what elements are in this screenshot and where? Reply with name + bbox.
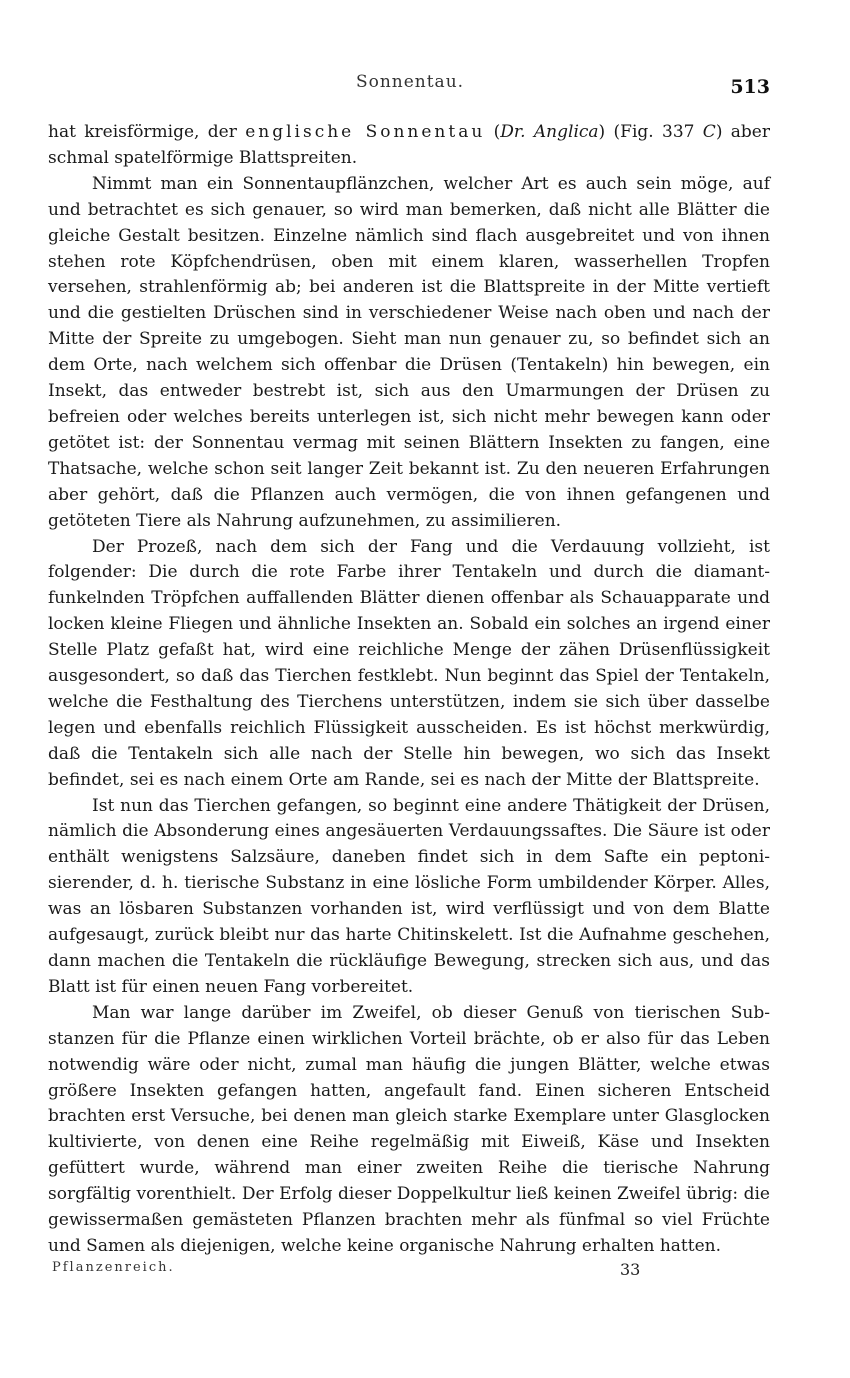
text-run: ) (Fig. 337: [598, 122, 703, 142]
paragraph: Man war lange darüber im Zweifel, ob dieser Genuß von tierischen Sub-stanzen für die Pflanze einen wirklichen Vorteil brächte, ob er also für das Leben notwendig wäre oder nicht, zumal man häufig die jungen Blätter, welche etwas größere Insekten gefangen hatten, angefault fand. Einen sicheren Entscheid brachten erst Versuche, bei denen man gleich starke Exemplare unter Glasglocken kultivierte, von denen eine Reihe regelmäßig mit Eiweiß, Käse und Insekten gefüttert wurde, während man einer zweiten Reihe die tierische Nahrung sorgfältig vorenthielt. Der Erfolg dieser Doppelkultur ließ keinen Zweifel übrig: die gewissermaßen gemästeten Pflanzen brachten mehr als fünfmal so viel Früchte und Samen als diejenigen, welche keine organische Nahrung erhalten hatten.: [48, 1002, 770, 1256]
page-number: 513: [730, 76, 770, 98]
paragraph: Nimmt man ein Sonnentaupflänzchen, welcher Art es auch sein möge, auf und betrachtet es sich genauer, so wird man bemerken, daß nicht alle Blätter die gleiche Gestalt besitzen. Einzelne nämlich sind flach ausgebreitet und von ihnen stehen rote Köpfchendrüsen, oben mit einem klaren, wasserhellen Tropfen versehen, strahlenförmig ab; bei anderen ist die Blattspreite in der Mitte vertieft und die gestielten Drüschen sind in verschiedener Weise nach oben und nach der Mitte der Spreite zu umgebogen. Sieht man nun genauer zu, so befindet sich an dem Orte, nach welchem sich offenbar die Drüsen (Tentakeln) hin bewegen, ein Insekt, das entweder bestrebt ist, sich aus den Umarmungen der Drüsen zu befreien oder welches bereits unterlegen ist, sich nicht mehr bewegen kann oder getötet ist: der Sonnentau vermag mit seinen Blättern Insekten zu fangen, eine Thatsache, welche schon seit langer Zeit bekannt ist. Zu den neueren Erfahrungen aber gehört, daß die Pflanzen auch vermögen, die von ihnen gefangenen und getöteten Tiere als Nahrung aufzunehmen, zu assimilieren.: [48, 173, 770, 531]
text-run: (: [485, 122, 501, 142]
species-name-spaced: englische Sonnentau: [245, 122, 486, 142]
paragraph: Ist nun das Tierchen gefangen, so beginnt eine andere Thätigkeit der Drüsen, nämlich die Absonderung eines angesäuerten Verdauungssaftes. Die Säure ist oder enthält wenigstens Salzsäure, daneben findet sich in dem Safte ein peptoni-sierender, d. h. tierische Substanz in eine lösliche Form umbildender Körper. Alles, was an lösbaren Substanzen vorhanden ist, wird verflüssigt und von dem Blatte aufgesaugt, zurück bleibt nur das harte Chitinskelett. Ist die Aufnahme geschehen, dann machen die Tentakeln die rückläufige Bewegung, strecken sich aus, und das Blatt ist für einen neuen Fang vorbereitet.: [48, 795, 770, 997]
running-head: [0, 72, 850, 102]
latin-name: Dr. Anglica: [500, 122, 599, 142]
running-title: Sonnentau.: [355, 72, 465, 92]
text-run: ) aber schmal spatelförmige Blattspreiten.: [48, 122, 770, 168]
page-footer: [0, 1260, 850, 1284]
paragraph-continuation: [48, 120, 770, 172]
figure-letter: C: [702, 122, 716, 142]
body-text: [48, 120, 770, 1260]
text-run: hat kreisförmige, der: [48, 122, 246, 142]
paragraph: Der Prozeß, nach dem sich der Fang und die Verdauung vollzieht, ist folgender: Die durch die rote Farbe ihrer Tentakeln und durch die diamant-funkelnden Tröpfchen auffallenden Blätter dienen offenbar als Schauapparate und locken kleine Fliegen und ähnliche Insekten an. Sobald ein solches an irgend einer Stelle Platz gefaßt hat, wird eine reichliche Menge der zähen Drüsenflüssigkeit ausgesondert, so daß das Tierchen festklebt. Nun beginnt das Spiel der Tentakeln, welche die Festhaltung des Tierchens unterstützen, indem sie sich über dasselbe legen und ebenfalls reichlich Flüssigkeit ausscheiden. Es ist höchst merkwürdig, daß die Tentakeln sich alle nach der Stelle hin bewegen, wo sich das Insekt befindet, sei es nach einem Orte am Rande, sei es nach der Mitte der Blattspreite.: [48, 536, 770, 790]
sheet-number: 33: [620, 1260, 641, 1279]
signature-mark: Pflanzenreich.: [52, 1260, 175, 1275]
